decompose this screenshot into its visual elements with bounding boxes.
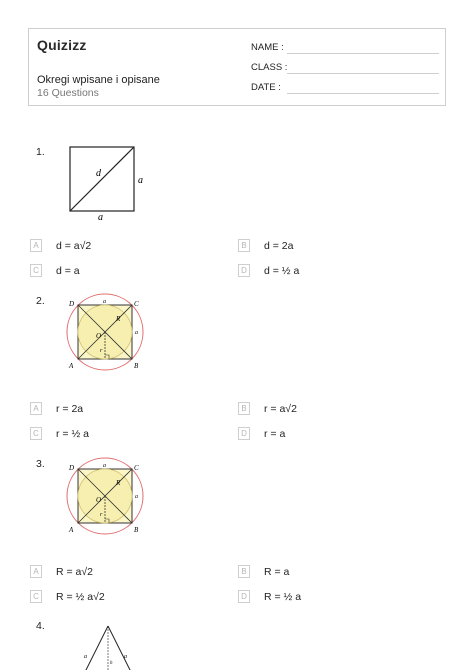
option-text: d = a	[56, 264, 80, 277]
name-label: NAME :	[251, 42, 284, 53]
q1-option-d[interactable]	[238, 264, 299, 277]
option-text: R = a	[264, 565, 290, 578]
q1-option-a[interactable]	[30, 239, 91, 252]
q3-option-c[interactable]	[30, 590, 105, 603]
option-text: d = 2a	[264, 239, 294, 252]
side-top-label: a	[103, 463, 106, 469]
option-letter: C	[30, 264, 42, 277]
option-text: R = ½ a	[264, 590, 302, 603]
class-field	[251, 62, 287, 73]
side-top-label: a	[103, 299, 106, 305]
option-text: R = a√2	[56, 565, 93, 578]
vertex-c-label: C	[134, 300, 139, 308]
radius-small-r-label: r	[100, 348, 103, 354]
vertex-a-label: A	[69, 526, 74, 534]
side-right-label: a	[138, 175, 143, 186]
q2-option-a[interactable]	[30, 402, 83, 415]
q3-option-d[interactable]	[238, 590, 301, 603]
triangle-figure	[70, 622, 150, 670]
name-field	[251, 42, 284, 53]
triangle-left-side	[80, 626, 108, 670]
question-3-number: 3.	[36, 458, 45, 470]
option-text: r = a√2	[264, 402, 297, 415]
center-o-label: O	[96, 496, 102, 504]
option-text: r = 2a	[56, 402, 84, 415]
name-line	[287, 53, 439, 54]
question-2-number: 2.	[36, 295, 45, 307]
vertex-b-label: B	[134, 526, 139, 534]
vertex-c-label: C	[134, 464, 139, 472]
worksheet-header	[28, 28, 446, 106]
class-label: CLASS :	[251, 62, 288, 73]
option-letter: D	[238, 427, 250, 440]
date-line	[287, 93, 439, 94]
option-text: R = ½ a√2	[56, 590, 105, 603]
option-text: r = a	[264, 427, 286, 440]
inscribed-circumscribed-figure-q3	[60, 456, 155, 538]
class-line	[287, 73, 439, 74]
vertex-b-label: B	[134, 362, 139, 370]
option-letter: B	[238, 402, 250, 415]
option-text: d = a√2	[56, 239, 92, 252]
option-letter: B	[238, 239, 250, 252]
option-letter: B	[238, 565, 250, 578]
right-side-label: a	[124, 654, 127, 660]
option-letter: C	[30, 590, 42, 603]
radius-big-r-label: R	[116, 479, 121, 487]
option-letter: D	[238, 264, 250, 277]
option-text: r = ½ a	[56, 427, 89, 440]
question-1-number: 1.	[36, 146, 45, 158]
option-letter: D	[238, 590, 250, 603]
radius-big-r-label: R	[116, 315, 121, 323]
vertex-d-label: D	[69, 464, 75, 472]
option-letter: A	[30, 565, 42, 578]
inscribed-circumscribed-figure-q2	[60, 292, 155, 374]
square-diagonal-figure	[62, 142, 152, 222]
side-right-label: a	[135, 494, 138, 500]
q3-option-a[interactable]	[30, 565, 93, 578]
date-field	[251, 82, 281, 93]
left-side-label: a	[84, 654, 87, 660]
height-label: h	[110, 661, 113, 666]
question-4-number: 4.	[36, 620, 45, 632]
center-o-label: O	[96, 332, 102, 340]
side-bottom-label: a	[98, 212, 103, 222]
option-letter: C	[30, 427, 42, 440]
date-label: DATE :	[251, 82, 281, 93]
option-letter: A	[30, 402, 42, 415]
radius-small-r-label: r	[100, 512, 103, 518]
q2-option-d[interactable]	[238, 427, 285, 440]
quizizz-logo: Quizizz	[37, 37, 87, 53]
q2-option-c[interactable]	[30, 427, 89, 440]
q3-option-b[interactable]	[238, 565, 289, 578]
side-right-label: a	[135, 330, 138, 336]
diagonal-line	[70, 147, 134, 211]
option-text: d = ½ a	[264, 264, 300, 277]
vertex-a-label: A	[69, 362, 74, 370]
q1-option-b[interactable]	[238, 239, 294, 252]
vertex-d-label: D	[69, 300, 75, 308]
option-letter: A	[30, 239, 42, 252]
diagonal-label: d	[96, 168, 101, 179]
q1-option-c[interactable]	[30, 264, 80, 277]
q2-option-b[interactable]	[238, 402, 297, 415]
worksheet-title: Okregi wpisane i opisane	[37, 74, 160, 86]
question-count: 16 Questions	[37, 87, 99, 99]
